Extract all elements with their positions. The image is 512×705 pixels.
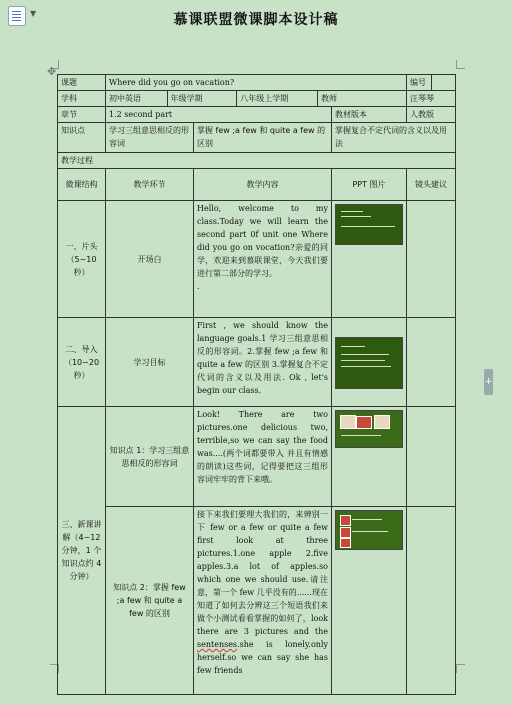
code-value[interactable] — [432, 75, 455, 90]
shot-cell[interactable] — [407, 407, 456, 507]
subject-grade-cell — [106, 91, 407, 107]
structure-cell: 一、片头（5~10 秒） — [58, 201, 106, 318]
content-cell[interactable]: Look! There are two pictures.one delicious two, terrible,so we can say the food was....(两个词都要带入 并且有情感的朗读)这些词，记得要把这三组形容词牢牢的背下来哦。 — [194, 407, 332, 507]
ppt-cell — [332, 318, 407, 407]
topic-label: 课题 — [58, 75, 106, 91]
shot-cell[interactable] — [407, 201, 456, 318]
header-step: 教学环节 — [106, 169, 194, 201]
subject-value[interactable]: 初中英语 — [106, 91, 167, 106]
step-cell: 学习目标 — [106, 318, 194, 407]
expand-panel-icon[interactable]: + — [484, 369, 493, 395]
ppt-thumbnail[interactable] — [335, 337, 403, 389]
content-cell[interactable] — [194, 201, 332, 318]
code-label: 编号 — [407, 75, 432, 90]
structure-cell: 三、新课讲解（4~12 分钟，1 个知识点约 4 分钟） — [58, 407, 106, 695]
chevron-down-icon[interactable]: ▼ — [30, 9, 37, 18]
knowledge-point-3[interactable]: 掌握复合不定代词的含义以及用法 — [332, 123, 456, 153]
knowledge-point-1[interactable]: 学习三组意思相反的形容词 — [106, 123, 194, 153]
teacher-value[interactable]: 汪琴琴 — [407, 91, 456, 107]
ppt-cell — [332, 507, 407, 695]
ppt-cell — [332, 407, 407, 507]
chapter-value[interactable]: 1.2 second part — [106, 107, 332, 123]
edition-value[interactable]: 人教版 — [407, 107, 456, 123]
structure-cell: 二、导入（10~20 秒） — [58, 318, 106, 407]
content-text: 接下来我们要理大我们的，来辨别一下 few or a few or quite a few first look at three pictures.1.one apple 2.five apples.3.a lot of apples.so which one we should use.请注意，第一个 few 几乎没有的......现在知道了如何去分辨这三个短语我们来做个小测试看看掌握的如何了，look there are 3 pictures and the — [197, 510, 328, 636]
step-cell: 知识点 1：学习三组意思相反的形容词 — [106, 407, 194, 507]
content-cell[interactable]: First , we should know the language goals.1 学习三组意思相反的形容词。2.掌握 few ;a few 和 quite a few 的区别 3.掌握复合不定代词的含义以及用法. Ok , let's begin our class. — [194, 318, 332, 407]
chapter-label: 章节 — [58, 107, 106, 123]
header-ppt: PPT 图片 — [332, 169, 407, 201]
header-shot: 镜头建议 — [407, 169, 456, 201]
content-text: Hello, welcome to my class.Today we will learn the second part 0f unit one Where did you go on vocation?亲爱的同学，欢迎来到慕联课堂，今天我们要进行第二部分的学习。 — [197, 204, 328, 278]
shot-cell[interactable] — [407, 507, 456, 695]
code-cell — [407, 75, 456, 91]
shot-cell[interactable] — [407, 318, 456, 407]
table-row — [58, 201, 456, 318]
process-label: 教学过程 — [58, 153, 456, 169]
header-structure: 微课结构 — [58, 169, 106, 201]
grade-value[interactable]: 八年级上学期 — [237, 91, 318, 106]
crop-mark — [456, 60, 465, 69]
table-row — [58, 507, 456, 695]
step-cell: 开场白 — [106, 201, 194, 318]
content-cell[interactable] — [194, 507, 332, 695]
step-cell: 知识点 2：掌握 few ;a few 和 quite a few 的区别 — [106, 507, 194, 695]
misspelled-word: sentenses — [197, 640, 238, 649]
page-title: 慕课联盟微课脚本设计稿 — [173, 12, 339, 28]
teacher-label: 教师 — [320, 94, 337, 103]
knowledge-point-2[interactable]: 掌握 few ;a few 和 quite a few 的区别 — [194, 123, 332, 153]
knowledge-label: 知识点 — [58, 123, 106, 153]
move-handle-icon[interactable]: ✥ — [47, 65, 57, 78]
ppt-thumbnail[interactable] — [335, 410, 403, 448]
grade-label: 年级学期 — [167, 91, 237, 106]
lesson-script-table — [57, 74, 456, 695]
topic-value[interactable]: Where did you go on vacation? — [106, 75, 407, 91]
subject-label: 学科 — [58, 91, 106, 107]
ppt-thumbnail[interactable] — [335, 204, 403, 245]
ppt-thumbnail[interactable] — [335, 510, 403, 550]
crop-mark — [456, 664, 465, 673]
table-row — [58, 407, 456, 507]
edition-label: 教材版本 — [332, 107, 407, 123]
content-extra: . — [197, 282, 200, 291]
table-row — [58, 318, 456, 407]
header-content: 教学内容 — [194, 169, 332, 201]
ppt-cell — [332, 201, 407, 318]
content-text-end: .she is lonely.only herself.so we can say she has few friends — [197, 640, 328, 675]
